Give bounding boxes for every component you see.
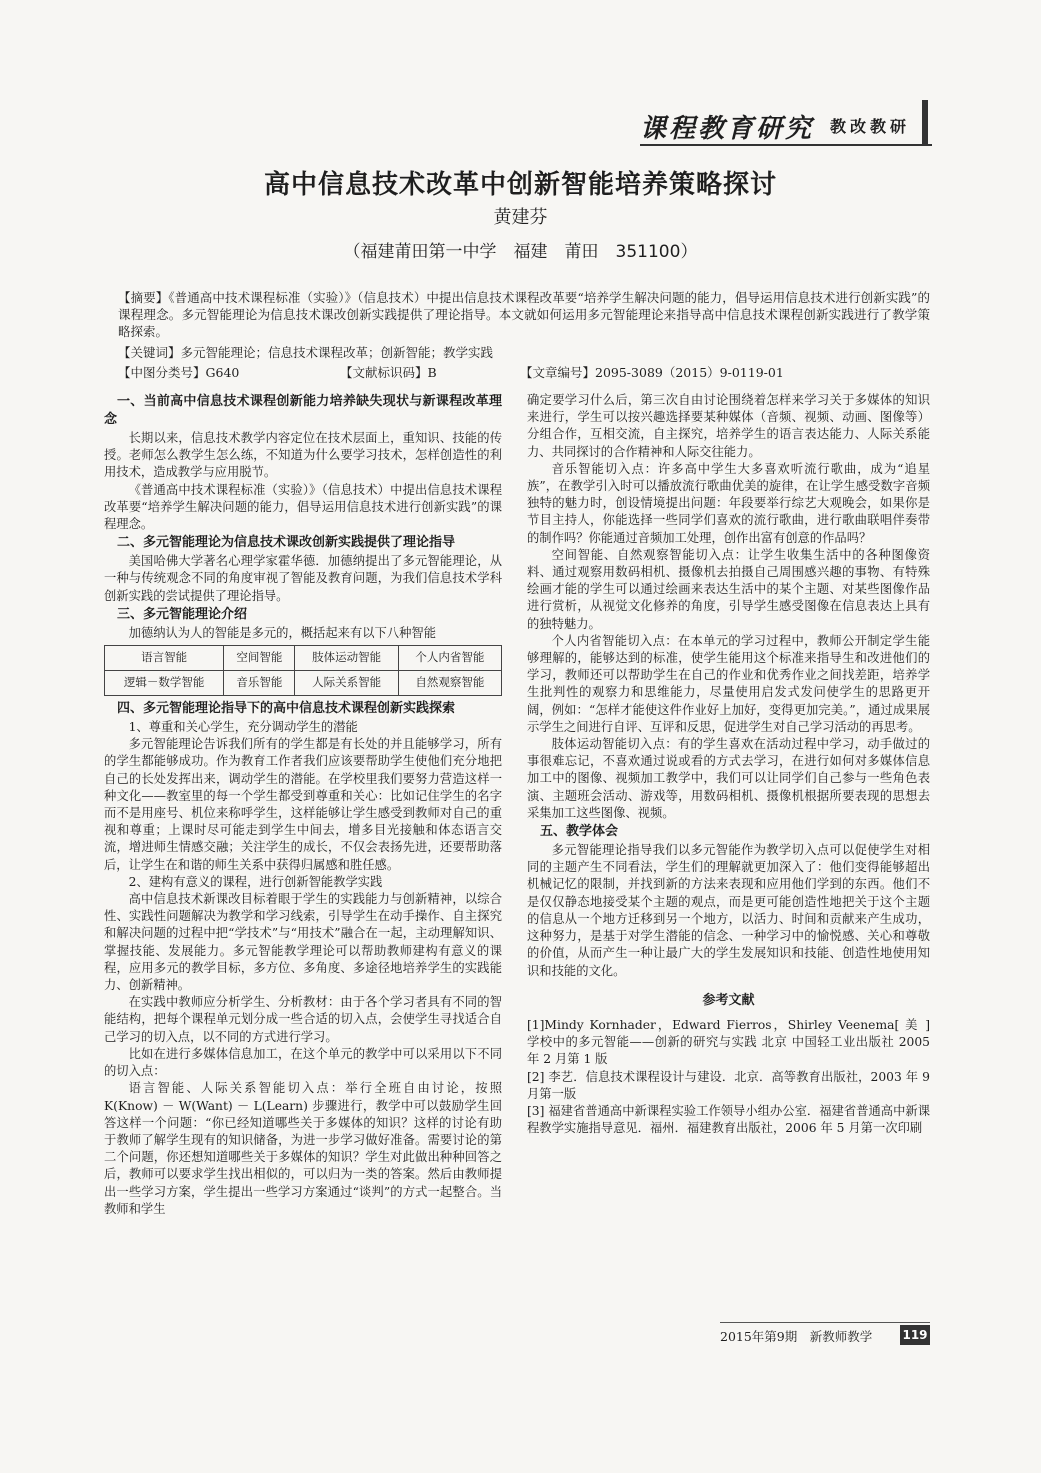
section-heading: 三、多元智能理论介绍 <box>117 606 248 622</box>
paragraph: 多元智能理论告诉我们所有的学生都是有长处的并且能够学习，所有的学生都能够成功。作为教育工作者我们应该要帮助学生使他们充分地把自己的长处发挥出来，调动学生的潜能。在学校里我们要努力营造这样一种文化——教室里的每一个学生都受到尊重和关心：比如记住学生的名字而不是用座号、机位来称呼学生，这样能够让学生感受到教师对自己的重视和尊重；上课时尽可能走到学生中间去，增多目光接触和体态语言交流，增进师生情感交融；关注学生的成长，不仅会表扬先进，还要帮助落后，让学生在和谐的师生关系中获得归属感和胜任感。 <box>104 737 502 872</box>
table-cell: 个人内省智能 <box>398 646 501 671</box>
table-cell: 自然观察智能 <box>398 671 501 696</box>
journal-header <box>640 104 932 146</box>
classification-line <box>118 364 930 382</box>
issue-info: 2015年第9期 新教师教学 <box>720 1329 873 1344</box>
paragraph: 《普通高中技术课程标准（实验）》（信息技术）中提出信息技术课程改革要“培养学生解决问题的能力，倡导运用信息技术进行创新实践”的课程理念。 <box>104 482 502 532</box>
article-title: 高中信息技术改革中创新智能培养策略探讨 <box>263 170 777 200</box>
section-heading: 一、当前高中信息技术课程创新能力培养缺失现状与新课程改革理念 <box>104 394 502 427</box>
header-bar-decoration <box>922 100 928 144</box>
paragraph: 高中信息技术新课改目标着眼于学生的实践能力与创新精神，以综合性、实践性问题解决为教学和学习线索，引导学生在动手操作、自主探究和解决问题的过程中把“学技术”与“用技术”融合在一起，主动理解知识、掌握技能、发展能力。多元智能教学理论可以帮助教师建构有意义的课程，应用多元的教学目标，多方位、多角度、多途径地培养学生的实践能力、创新精神。 <box>104 892 502 993</box>
reference-item: [3] 福建省普通高中新课程实验工作领导小组办公室．福建省普通高中新课程教学实施指导意见．福州．福建教育出版社，2006 年 5 月第一次印刷 <box>527 1103 930 1136</box>
paragraph: 个人内省智能切入点：在本单元的学习过程中，教师公开制定学生能够理解的，能够达到的标准，使学生能用这个标准来指导生和改进他们的学习，教师还可以帮助学生在自己的作业和优秀作业之间找差距，培养学生批判性的观察力和思维能力，尽量使用启发式发问使学生的思路更开阔，例如：“怎样才能使这件作业好上加好，变得更加完美。”，通过成果展示学生之间进行自评、互评和反思，促进学生对自己学习活动的再思考。 <box>527 633 930 734</box>
table-cell: 逻辑－数学智能 <box>105 671 224 696</box>
paragraph: 肢体运动智能切入点：有的学生喜欢在活动过程中学习，动手做过的事很难忘记，不喜欢通过说或看的方式去学习，在进行如何对多媒体信息加工中的图像、视频加工教学中，我们可以让同学们自己参与一些角色表演、主题班会活动、游戏等，用数码相机、摄像机根据所要表现的思想去采集加工这些图像、视频。 <box>527 737 930 820</box>
paragraph: 多元智能理论指导我们以多元智能作为教学切入点可以促使学生对相同的主题产生不同看法，学生们的理解就更加深入了：他们变得能够超出机械记忆的限制，并找到新的方法来表现和应用他们学到的东西。他们不是仅仅静态地接受某个主题的观点，而是更可能创造性地把关于这个主题的信息从一个地方迁移到另一个地方，以活力、时间和贡献来产生成功，这种努力，是基于对学生潜能的信念、一种学习中的愉悦感、关心和尊敬的价值，从而产生一种让最广大的学生发展知识和技能、创造性地使用知识和技能的文化。 <box>527 843 930 978</box>
subsection-heading: 2、建构有意义的课程，进行创新智能教学实践 <box>128 874 383 889</box>
class-number: 【中图分类号】G640 <box>118 365 240 380</box>
article-number: 【文章编号】2095-3089（2015）9-0119-01 <box>520 365 784 380</box>
author-affiliation: （福建莆田第一中学 福建 莆田 351100） <box>343 242 698 262</box>
page-number: 119 <box>900 1325 930 1345</box>
reference-item: [2] 李艺．信息技术课程设计与建设．北京．高等教育出版社，2003 年 9 月第一版 <box>527 1069 930 1101</box>
paragraph: 语言智能、人际关系智能切入点：举行全班自由讨论，按照K(Know) － W(Want) － L(Learn) 步骤进行，教学中可以鼓励学生回答这样一个问题：“你已经知道哪些关于多媒体的知识？这样的讨论有助于教师了解学生现有的知识储备，为进一步学习做好准备。需要讨论的第二个问题，你还想知道哪些关于多媒体的知识？学生对此做出种种回答之后，教师可以要求学生找出相似的，可以归为一类的答案。然后由教师提出一些学习方案，学生提出一些学习方案通过“谈判”的方式一起整合。当教师和学生 <box>104 1081 502 1216</box>
section-heading: 二、多元智能理论为信息技术课改创新实践提供了理论指导 <box>117 535 456 551</box>
abstract: 【摘要】《普通高中技术课程标准（实验）》（信息技术）中提出信息技术课程改革要“培养学生解决问题的能力，倡导运用信息技术进行创新实践”的课程理念。多元智能理论为信息技术课改创新实践提供了理论指导。本文就如何运用多元智能理论来指导高中信息技术课程创新实践进行了教学策略探索。 <box>118 290 930 339</box>
subsection-heading: 1、尊重和关心学生，充分调动学生的潜能 <box>128 720 358 735</box>
paragraph: 长期以来，信息技术教学内容定位在技术层面上，重知识、技能的传授。老师怎么教学生怎么练，不知道为什么要学习技术，怎样创造性的利用技术，造成教学与应用脱节。 <box>104 431 502 480</box>
section-heading: 五、教学体会 <box>540 824 619 840</box>
section-heading: 四、多元智能理论指导下的高中信息技术课程创新实践探索 <box>117 701 456 717</box>
table-cell: 肢体运动智能 <box>295 646 398 671</box>
paragraph: 空间智能、自然观察智能切入点：让学生收集生活中的各种图像资料、通过观察用数码相机、摄像机去拍摄自己周围感兴趣的事物、有特殊绘画才能的学生可以通过绘画来表达生活中的某个主题、对某些图像作品进行赏析，从视觉文化修养的角度，引导学生感受图像在信息表达上具有的独特魅力。 <box>527 547 930 631</box>
reference-item: [1]Mindy Kornhader，Edward Fierros，Shirley Veenema[ 美 ] 学校中的多元智能——创新的研究与实践 北京 中国轻工业出版社 2005 年 2 月第 1 版 <box>527 1017 943 1067</box>
right-column <box>527 392 943 1137</box>
table-cell: 音乐智能 <box>224 671 295 696</box>
paragraph: 确定要学习什么后，第三次自由讨论围绕着怎样来学习关于多媒体的知识来进行，学生可以按兴趣选择要某种媒体（音频、视频、动画、图像等）分组合作，互相交流，自主探究，培养学生的语言表达能力、人际关系能力、共同探讨的合作精神和人际交往能力。 <box>527 393 930 459</box>
journal-name: 课程教育研究 <box>640 114 815 144</box>
paragraph: 音乐智能切入点：许多高中学生大多喜欢听流行歌曲，成为“追星族”，在教学引入时可以播放流行歌曲优美的旋律，在让学生感受数字音频独特的魅力时，创设情境提出问题：年段要举行综艺大观晚会，如果你是节目主持人，你能选择一些同学们喜欢的流行歌曲，进行歌曲联唱伴奏带的制作吗？你能通过音频加工处理，创作出富有创意的作品吗？ <box>527 461 930 545</box>
table-row <box>105 646 502 671</box>
journal-section: 教改教研 <box>830 117 911 136</box>
document-code: 【文献标识码】B <box>340 365 437 380</box>
table-cell: 人际关系智能 <box>295 671 398 696</box>
paragraph: 加德纳认为人的智能是多元的，概括起来有以下八种智能 <box>128 625 437 640</box>
references-heading: 参考文献 <box>702 992 755 1008</box>
left-column <box>104 392 502 1218</box>
table-cell: 语言智能 <box>105 646 224 671</box>
paragraph: 比如在进行多媒体信息加工，在这个单元的教学中可以采用以下不同的切入点： <box>104 1046 502 1079</box>
table-cell: 空间智能 <box>224 646 295 671</box>
paragraph: 美国哈佛大学著名心理学家霍华德．加德纳提出了多元智能理论，从一种与传统观念不同的角度审视了智能及教育问题，为我们信息技术学科创新实践的尝试提供了理论指导。 <box>104 554 502 603</box>
table-row <box>105 671 502 696</box>
article-author: 黄建芬 <box>493 207 548 228</box>
page-footer <box>720 1322 930 1347</box>
intelligences-table <box>104 645 502 696</box>
paragraph: 在实践中教师应分析学生、分析教材：由于各个学习者具有不同的智能结构，把每个课程单元划分成一些合适的切入点，会使学生寻找适合自己学习的切入点，以不同的方式进行学习。 <box>104 995 502 1044</box>
keywords: 【关键词】多元智能理论；信息技术课程改革；创新智能；教学实践 <box>118 345 494 360</box>
